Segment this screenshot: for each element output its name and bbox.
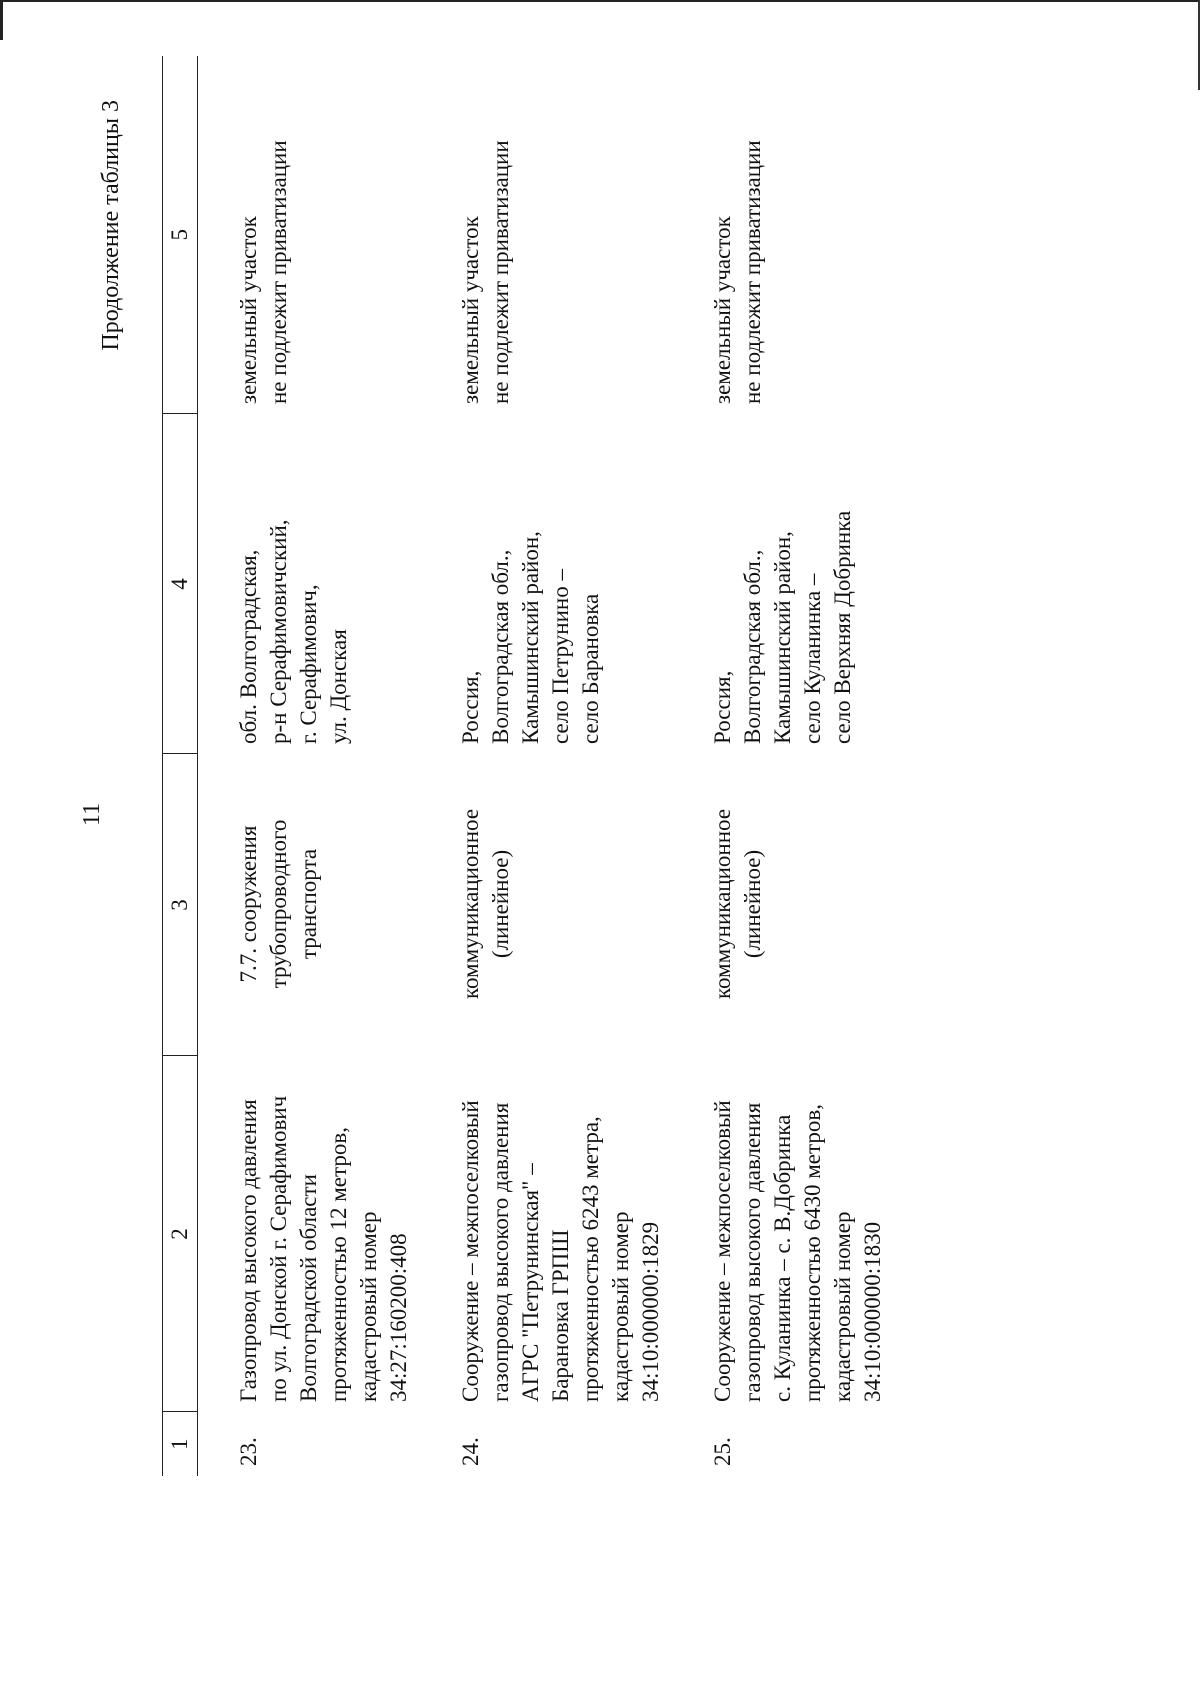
table-header [163, 56, 198, 1476]
address-cell: Россия, Волгоградская обл., Камышинский район, село Петрунино – село Барановка [458, 531, 603, 744]
address-cell: Россия, Волгоградская обл., Камышинский район, село Куланинка – село Верхняя Добринка [710, 510, 855, 744]
table-caption: Продолжение таблицы 3 [98, 100, 124, 351]
column-header-4: 4 [163, 414, 198, 754]
object-type-cell: коммуникационное (линейное) [458, 808, 513, 1000]
table-body [198, 56, 909, 1476]
header-row [163, 56, 198, 1476]
note-cell: земельный участок не подлежит приватизации [458, 140, 513, 404]
row-number: 23. [236, 1437, 261, 1466]
table-row [686, 56, 908, 1476]
object-name-cell: Сооружение – межпоселковый газопровод высокого давления с. Куланинка – с. В.Добринка протяженностью 6430 метров, кадастровый номер 34:10:000000:1830 [710, 1100, 885, 1402]
column-header-5: 5 [163, 56, 198, 414]
object-type-cell: 7.7. сооружения трубопроводного транспорта [236, 819, 321, 989]
table-row [434, 56, 686, 1476]
address-cell: обл. Волгоградская, р-н Серафимовичский, г. Серафимович, ул. Донская [236, 519, 351, 744]
object-type-cell: коммуникационное (линейное) [710, 808, 765, 1000]
property-table [162, 56, 908, 1476]
column-header-3: 3 [163, 754, 198, 1056]
page-number: 11 [79, 802, 105, 826]
row-number: 24. [458, 1437, 483, 1466]
row-number: 25. [710, 1437, 735, 1466]
column-header-2: 2 [163, 1056, 198, 1412]
object-name-cell: Сооружение – межпоселковый газопровод высокого давления АГРС "Петрунинская" – Барановка ГРПШ протяженностью 6243 метра, кадастровый номер 34:10:000000:1829 [458, 1100, 663, 1402]
note-cell: земельный участок не подлежит приватизации [236, 140, 291, 404]
object-name-cell: Газопровод высокого давления по ул. Донской г. Серафимович Волгоградской области протяженностью 12 метров, кадастровый номер 34:27:160200:408 [236, 1095, 411, 1402]
column-header-1: 1 [163, 1412, 198, 1476]
note-cell: земельный участок не подлежит приватизации [710, 140, 765, 404]
table-row [198, 56, 435, 1476]
